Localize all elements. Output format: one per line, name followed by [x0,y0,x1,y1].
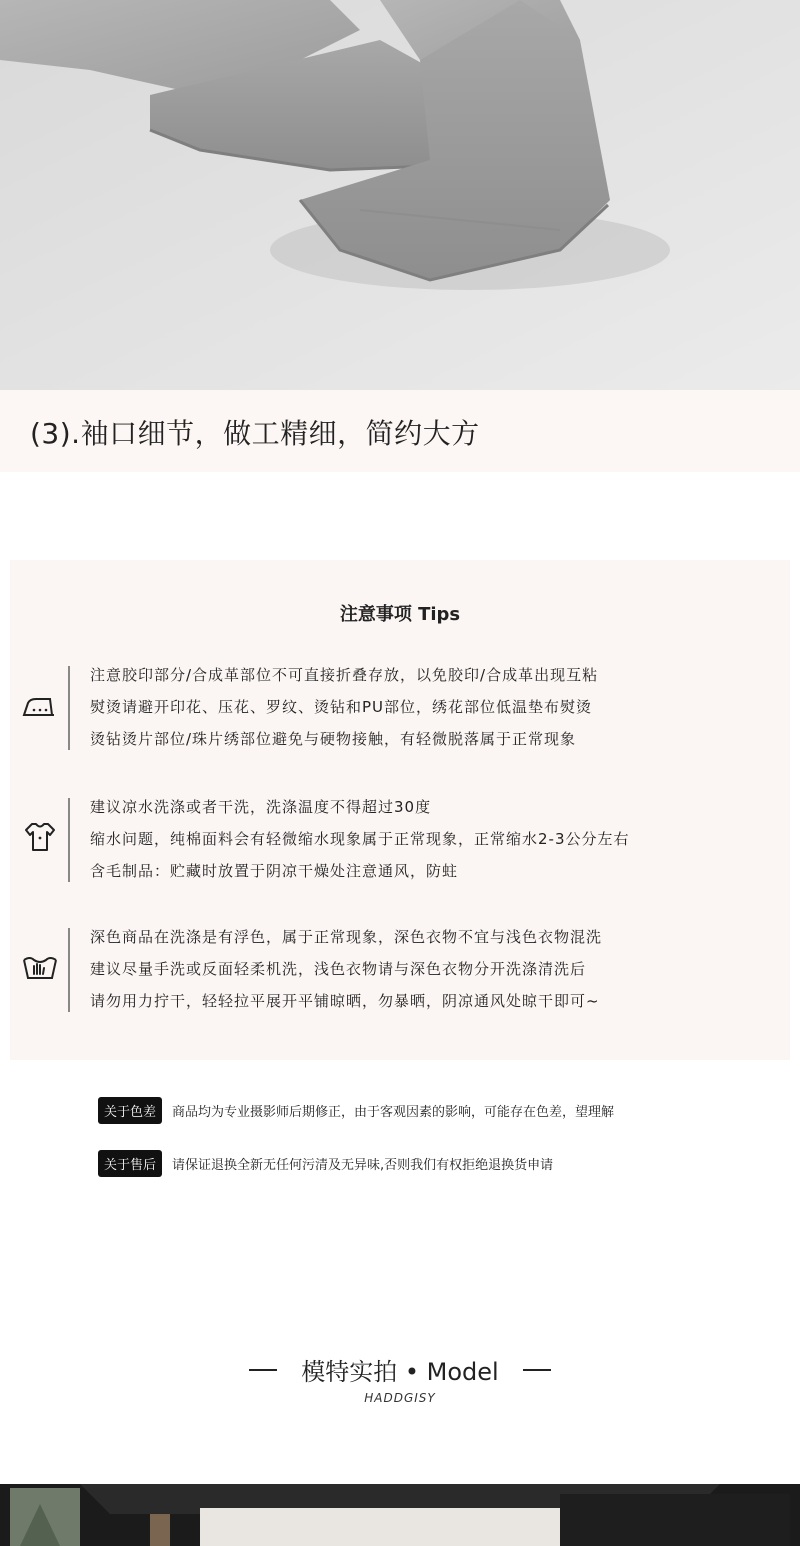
dash-right [523,1369,551,1371]
tip-line: 建议尽量手洗或反面轻柔机洗，浅色衣物请与深色衣物分开洗涤清洗后 [90,960,587,978]
caption-band [0,390,800,472]
tip-line: 烫钻烫片部位/珠片绣部位避免与硬物接触，有轻微脱落属于正常现象 [90,730,577,748]
notice-text: 商品均为专业摄影师后期修正，由于客观因素的影响，可能存在色差，望理解 [172,1104,615,1120]
tip-line: 缩水问题，纯棉面料会有轻微缩水现象属于正常现象，正常缩水2-3公分左右 [90,830,630,848]
tip-divider [68,798,70,882]
notice-after-sales [98,1148,553,1178]
hand-wash-icon [20,946,60,986]
shirt-icon [20,816,60,856]
iron-icon [20,687,60,727]
tip-line: 深色商品在洗涤是有浮色，属于正常现象，深色衣物不宜与浅色衣物混洗 [90,928,603,946]
cuff-detail-photo [0,0,800,390]
notice-text: 请保证退换全新无任何污清及无异味,否则我们有权拒绝退换货申请 [172,1157,554,1173]
tip-divider [68,666,70,750]
tip-line: 注意胶印部分/合成革部位不可直接折叠存放，以免胶印/合成革出现互粘 [90,666,599,684]
tip-line: 请勿用力拧干，轻轻拉平展开平铺晾晒，勿暴晒，阴凉通风处晾干即可~ [90,992,600,1010]
model-photo [0,1484,800,1546]
notice-badge: 关于色差 [98,1097,162,1124]
tip-line: 建议凉水洗涤或者干洗，洗涤温度不得超过30度 [90,798,432,816]
tip-divider [68,928,70,1012]
notice-color-difference [98,1095,614,1125]
tip-line: 含毛制品：贮藏时放置于阴凉干燥处注意通风，防蛀 [90,862,459,880]
tips-title: 注意事项 Tips [339,604,461,625]
caption-text: (3).袖口细节，做工精细，简约大方 [30,417,480,450]
model-heading [0,1352,800,1405]
model-title: 模特实拍 • Model [301,1358,499,1386]
tips-card [10,560,790,1060]
notice-badge: 关于售后 [98,1150,162,1177]
tip-line: 熨烫请避开印花、压花、罗纹、烫钻和PU部位，绣花部位低温垫布熨烫 [90,698,593,716]
brand-subtitle: HADDGISY [364,1391,436,1405]
dash-left [249,1369,277,1371]
